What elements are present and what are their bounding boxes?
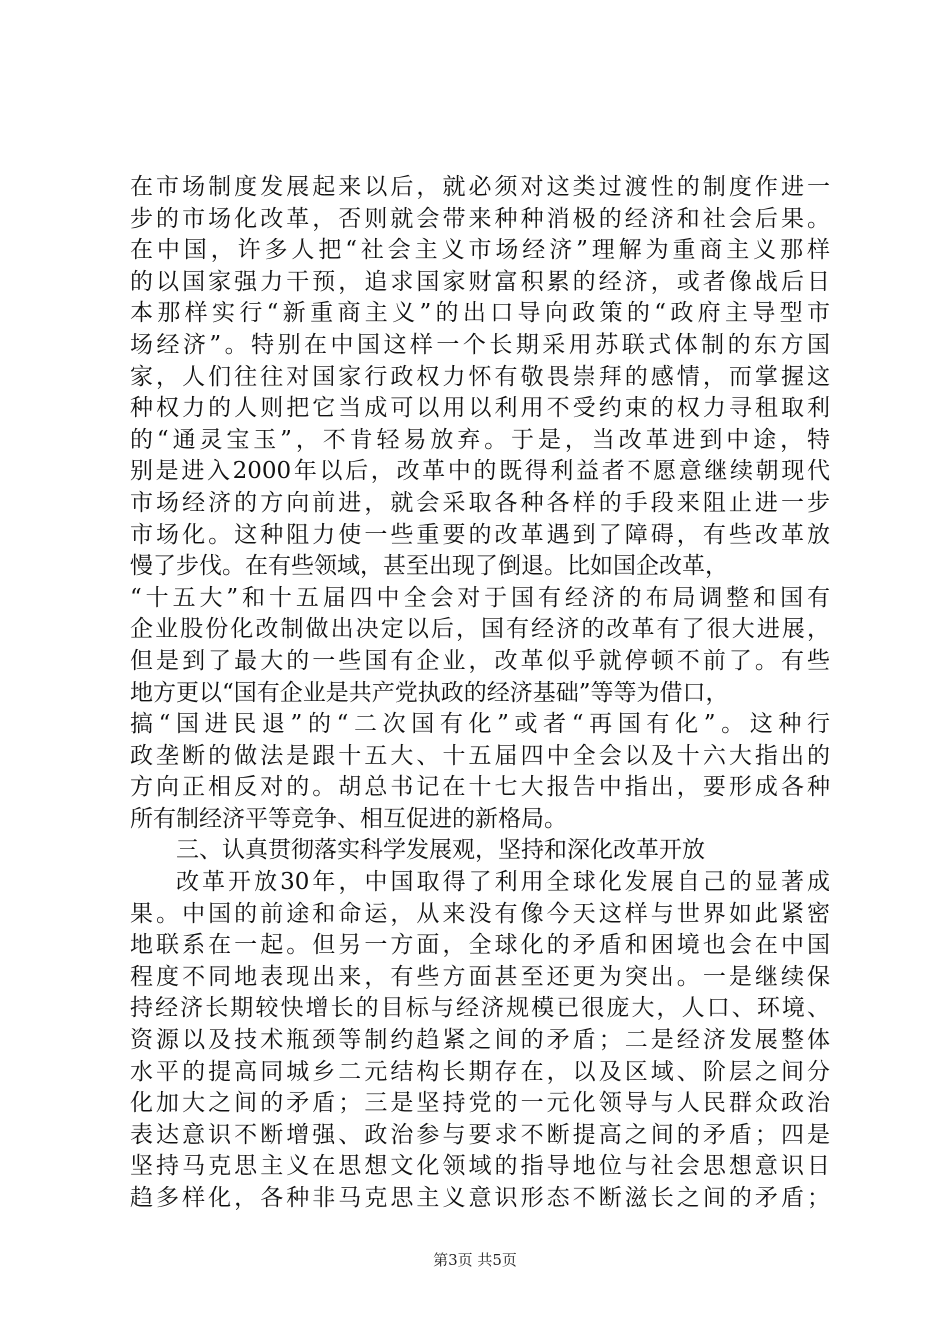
text-line: 果。中国的前途和命运，从来没有像今天这样与世界如此紧密 — [130, 900, 830, 927]
text-line: 在市场制度发展起来以后，就必须对这类过渡性的制度作进一 — [130, 174, 830, 200]
text-line: 坚持马克思主义在思想文化领域的指导地位与社会思想意识日 — [130, 1153, 830, 1180]
text-line: 水平的提高同城乡二元结构长期存在，以及区域、阶层之间分 — [130, 1058, 830, 1085]
text-line: 企业股份化改制做出决定以后，国有经济的改革有了很大进展， — [130, 616, 830, 643]
text-line: 但是到了最大的一些国有企业，改革似乎就停顿不前了。有些 — [130, 647, 830, 674]
text-line: 所有制经济平等竞争、相互促进的新格局。 — [130, 805, 567, 832]
text-line: 家，人们往往对国家行政权力怀有敬畏崇拜的感情，而掌握这 — [130, 363, 830, 390]
text-line: 搞“国进民退”的“二次国有化”或者“再国有化”。这种行 — [130, 711, 830, 738]
text-line: 趋多样化，各种非马克思主义意识形态不断滋长之间的矛盾； — [130, 1185, 830, 1211]
text-line: 别是进入2000年以后，改革中的既得利益者不愿意继续朝现代 — [130, 458, 830, 485]
text-line: 表达意识不断增强、政治参与要求不断提高之间的矛盾；四是 — [130, 1121, 830, 1148]
text-line: 政垄断的做法是跟十五大、十五届四中全会以及十六大指出的 — [130, 742, 830, 769]
text-line: 的以国家强力干预，追求国家财富积累的经济，或者像战后日 — [130, 268, 830, 295]
section-heading: 三、认真贯彻落实科学发展观，坚持和深化改革开放 — [176, 837, 705, 864]
text-line: 的“通灵宝玉”，不肯轻易放弃。于是，当改革进到中途，特 — [130, 426, 830, 453]
text-line: 改革开放30年，中国取得了利用全球化发展自己的显著成 — [176, 869, 830, 896]
text-line: 市场经济的方向前进，就会采取各种各样的手段来阻止进一步 — [130, 489, 830, 516]
text-line: 步的市场化改革，否则就会带来种种消极的经济和社会后果。 — [130, 205, 830, 232]
text-line: 程度不同地表现出来，有些方面甚至还更为突出。一是继续保 — [130, 963, 830, 990]
text-line: 在中国，许多人把“社会主义市场经济”理解为重商主义那样 — [130, 237, 830, 264]
text-line: 地方更以“国有企业是共产党执政的经济基础”等等为借口， — [130, 679, 729, 706]
text-line: 方向正相反对的。胡总书记在十七大报告中指出，要形成各种 — [130, 774, 830, 801]
text-line: 化加大之间的矛盾；三是坚持党的一元化领导与人民群众政治 — [130, 1090, 830, 1117]
text-line: “十五大”和十五届四中全会对于国有经济的布局调整和国有 — [130, 584, 830, 611]
text-line: 本那样实行“新重商主义”的出口导向政策的“政府主导型市 — [130, 300, 830, 327]
text-line: 种权力的人则把它当成可以用以利用不受约束的权力寻租取利 — [130, 395, 830, 422]
text-line: 市场化。这种阻力使一些重要的改革遇到了障碍，有些改革放 — [130, 521, 830, 548]
text-line: 慢了步伐。在有些领域，甚至出现了倒退。比如国企改革， — [130, 553, 728, 580]
text-line: 资源以及技术瓶颈等制约趋紧之间的矛盾；二是经济发展整体 — [130, 1027, 830, 1054]
document-body — [130, 172, 830, 1215]
text-line: 地联系在一起。但另一方面，全球化的矛盾和困境也会在中国 — [130, 932, 830, 959]
text-line: 场经济”。特别在中国这样一个长期采用苏联式体制的东方国 — [130, 331, 830, 358]
page-number: 第3页 共5页 — [433, 1251, 517, 1269]
text-line: 持经济长期较快增长的目标与经济规模已很庞大，人口、环境、 — [130, 995, 830, 1022]
